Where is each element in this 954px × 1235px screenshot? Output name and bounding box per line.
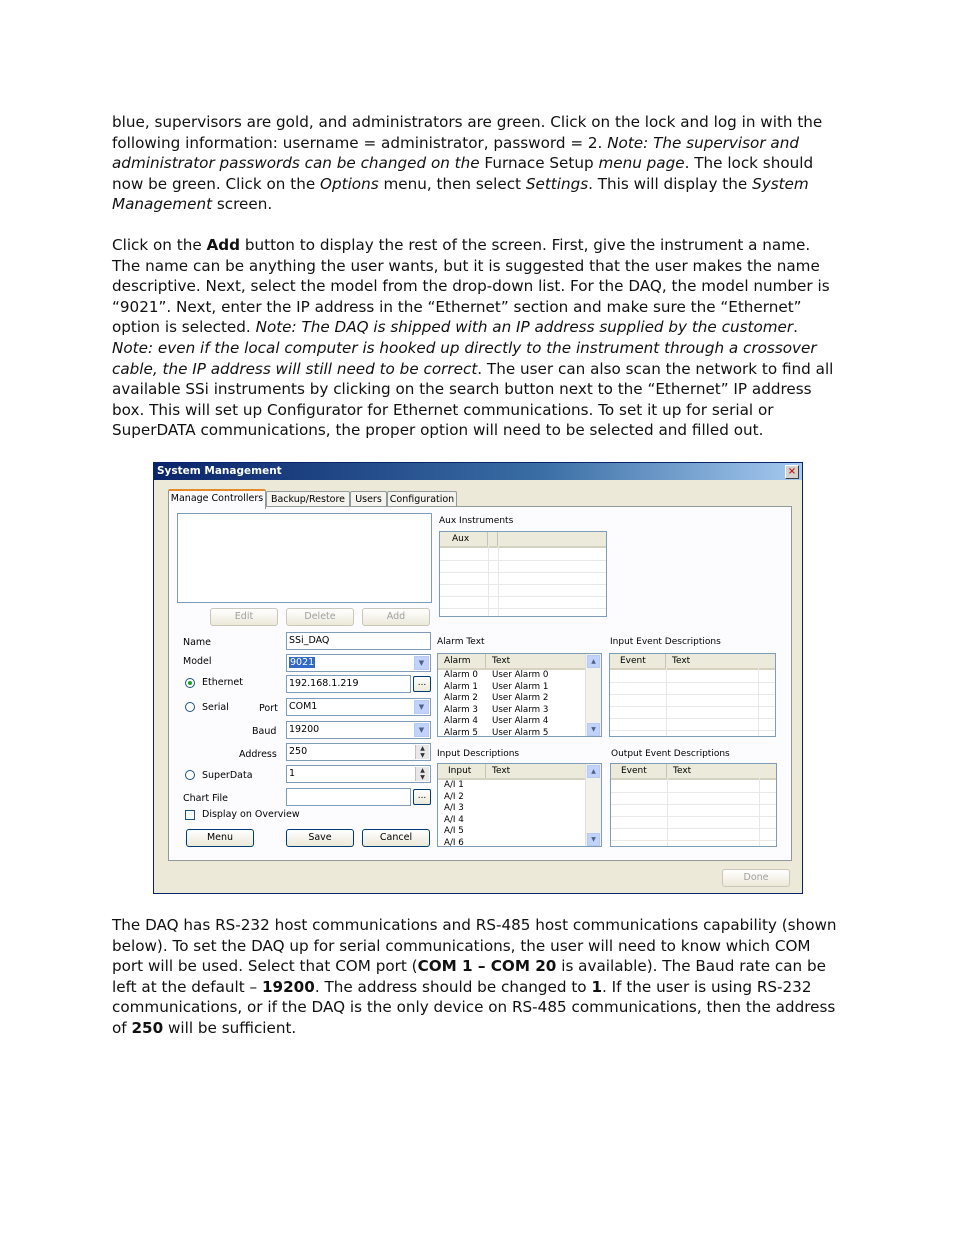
spinner-arrows-icon[interactable]: ▲ ▼ <box>415 767 429 781</box>
table-cell: A/I 1 <box>444 780 464 790</box>
tab-manage-controllers[interactable]: Manage Controllers <box>168 489 266 509</box>
save-button[interactable]: Save <box>286 829 354 847</box>
note-text: Note: even if the local computer is hooked up directly to the instrument through a crossover cable, the IP address will still need to be correct <box>112 338 817 378</box>
grid-header <box>610 654 776 670</box>
note-text: Note: The supervisor and administrator passwords can be changed on the <box>112 133 799 173</box>
column-header: Alarm <box>438 654 486 668</box>
superdata-value: 1 <box>289 768 296 779</box>
bold-text: 1 <box>591 977 603 996</box>
table-row[interactable] <box>438 670 586 682</box>
baud-value: 19200 <box>289 724 320 735</box>
scroll-down-icon[interactable]: ▼ <box>587 833 600 846</box>
model-value: 9021 <box>290 657 315 668</box>
bold-text: 19200 <box>261 977 315 996</box>
input-descriptions-label: Input Descriptions <box>437 749 520 759</box>
cancel-button[interactable]: Cancel <box>362 829 430 847</box>
text: . The user can also scan the network to find all available SSi instruments by clicking on the search button next to the “Ethernet” IP address box. This will set up Configurator for Ethernet communications. To set it up for serial or SuperDATA communications, the proper option will need to be selected and filled out. <box>112 359 834 440</box>
table-cell: User Alarm 4 <box>492 716 549 726</box>
paragraph-login-instructions <box>112 112 842 215</box>
table-row[interactable] <box>438 815 586 827</box>
table-cell: User Alarm 3 <box>492 704 549 715</box>
text: blue, supervisors are gold, and administrators are green. Click on the lock and log in with the following information: username = administrator, password = 2. <box>112 113 823 152</box>
bold-text: 250 <box>131 1018 164 1037</box>
alarm-text-grid[interactable] <box>437 653 602 737</box>
aux-instruments-grid[interactable] <box>439 531 607 617</box>
name-input[interactable]: SSi_DAQ <box>286 632 431 650</box>
table-row[interactable] <box>438 792 586 804</box>
manage-controllers-panel <box>168 506 792 861</box>
text: . This will display the <box>588 174 753 193</box>
chevron-down-icon[interactable]: ▼ <box>414 723 429 737</box>
output-event-descriptions-label: Output Event Descriptions <box>611 749 730 759</box>
text: . The lock should now be green. Click on the <box>112 154 814 193</box>
controller-list[interactable] <box>177 513 432 603</box>
scroll-down-icon[interactable]: ▼ <box>587 723 600 736</box>
paragraph-serial-communications <box>112 915 842 1039</box>
table-row[interactable] <box>438 838 586 848</box>
emphasis-text: System Management <box>112 174 809 214</box>
table-row[interactable] <box>438 826 586 838</box>
ip-address-input[interactable]: 192.168.1.219 <box>286 675 411 693</box>
tab-users[interactable]: Users <box>350 491 387 507</box>
aux-instruments-label: Aux Instruments <box>439 516 514 526</box>
address-value: 250 <box>289 746 308 757</box>
text: Click on the <box>112 236 207 254</box>
superdata-radio[interactable] <box>185 770 195 780</box>
ethernet-label: Ethernet <box>202 677 243 688</box>
table-row[interactable] <box>438 682 586 694</box>
column-header: Event <box>610 654 666 668</box>
table-cell: User Alarm 0 <box>492 670 549 680</box>
text: Furnace Setup <box>479 154 599 173</box>
column-header: Text <box>486 654 586 668</box>
paragraph-add-instrument <box>112 235 842 441</box>
column-header: Event <box>611 764 667 778</box>
table-cell: Alarm 0 <box>444 670 478 680</box>
browse-chart-file-button[interactable]: ... <box>413 789 431 805</box>
text: menu, then select <box>378 174 526 193</box>
address-label: Address <box>239 749 277 760</box>
serial-radio[interactable] <box>185 702 195 712</box>
delete-button[interactable]: Delete <box>286 608 354 626</box>
column-header: Aux <box>440 532 488 546</box>
baud-select[interactable] <box>286 721 431 739</box>
title-bar <box>154 463 802 480</box>
table-cell: User Alarm 2 <box>492 693 549 703</box>
address-stepper[interactable] <box>286 743 431 761</box>
display-overview-checkbox[interactable] <box>185 810 195 820</box>
table-row[interactable] <box>438 705 586 717</box>
system-management-window <box>153 462 803 894</box>
table-row[interactable] <box>438 803 586 815</box>
table-cell: A/I 3 <box>444 803 464 813</box>
text: . The address should be changed to <box>314 977 592 996</box>
table-cell: User Alarm 1 <box>492 681 549 692</box>
table-row[interactable] <box>438 780 586 792</box>
table-cell: A/I 5 <box>444 826 464 836</box>
table-cell: User Alarm 5 <box>492 727 549 737</box>
superdata-stepper[interactable] <box>286 765 431 783</box>
ethernet-radio[interactable] <box>185 678 195 688</box>
column-header: Text <box>667 764 777 778</box>
grid-header <box>438 654 586 670</box>
text: The DAQ has RS-232 host communications and RS-485 host communications capability (shown below). To set the DAQ up for serial communications, the user will need to know which COM port will be used. Select that COM port ( <box>112 916 837 976</box>
table-cell: A/I 4 <box>444 814 464 825</box>
window-title: System Management <box>157 465 282 477</box>
column-header <box>488 532 498 546</box>
chart-file-input[interactable] <box>286 788 411 806</box>
close-icon[interactable]: × <box>785 465 799 479</box>
grid-header <box>440 532 607 548</box>
input-descriptions-grid[interactable] <box>437 763 602 847</box>
search-network-button[interactable]: ... <box>413 676 431 692</box>
scroll-up-icon[interactable]: ▲ <box>587 765 600 778</box>
table-cell: Alarm 2 <box>444 693 478 703</box>
table-row[interactable] <box>438 728 586 738</box>
table-cell: Alarm 1 <box>444 681 478 692</box>
text: screen. <box>212 195 273 214</box>
port-label: Port <box>259 703 278 714</box>
column-header: Text <box>666 654 776 668</box>
alarm-scrollbar[interactable] <box>585 654 601 737</box>
input-event-descriptions-label: Input Event Descriptions <box>610 637 721 647</box>
text: is available). The Baud rate can be left at the default – <box>112 957 826 996</box>
table-row[interactable] <box>438 693 586 705</box>
emphasis-text: Settings <box>525 174 589 193</box>
text: . <box>793 318 798 337</box>
scroll-up-icon[interactable]: ▲ <box>587 655 600 668</box>
input-event-grid[interactable] <box>609 653 776 737</box>
emphasis-text: menu page <box>598 154 685 173</box>
edit-button[interactable]: Edit <box>210 608 278 626</box>
column-header: Input <box>438 764 486 778</box>
port-select[interactable] <box>286 698 431 716</box>
bold-text: COM 1 – COM 20 <box>417 957 557 976</box>
alarm-text-label: Alarm Text <box>437 637 485 647</box>
bold-text: Add <box>206 236 241 254</box>
text: will be sufficient. <box>163 1018 297 1037</box>
grid-header <box>611 764 777 780</box>
tab-backup-restore[interactable]: Backup/Restore <box>266 491 350 507</box>
table-cell: Alarm 3 <box>444 704 478 715</box>
chevron-down-icon[interactable]: ▼ <box>414 656 429 670</box>
spinner-arrows-icon[interactable]: ▲ ▼ <box>415 745 429 759</box>
chevron-down-icon[interactable]: ▼ <box>414 700 429 714</box>
done-button[interactable]: Done <box>722 869 790 887</box>
add-button[interactable]: Add <box>362 608 430 626</box>
table-cell: Alarm 4 <box>444 716 478 726</box>
table-cell: A/I 6 <box>444 837 464 847</box>
baud-label: Baud <box>252 726 277 737</box>
menu-button[interactable]: Menu <box>186 829 254 847</box>
note-text: Note: The DAQ is shipped with an IP address supplied by the customer <box>255 318 794 337</box>
port-value: COM1 <box>289 701 318 712</box>
serial-label: Serial <box>202 702 229 713</box>
model-label: Model <box>183 656 212 667</box>
column-header: Text <box>486 764 586 778</box>
emphasis-text: Options <box>320 174 379 193</box>
display-overview-label: Display on Overview <box>202 809 300 820</box>
text: . If the user is using RS-232 communications, or if the DAQ is the only device on RS-485 communications, then the address of <box>112 977 836 1037</box>
column-header <box>498 532 607 546</box>
name-label: Name <box>183 637 212 648</box>
table-row[interactable] <box>438 716 586 728</box>
output-event-grid[interactable] <box>610 763 777 847</box>
text: button to display the rest of the screen. First, give the instrument a name. The name can be anything the user wants, but it is suggested that the user makes the name descriptive. Next, select the model from the drop-down list. For the DAQ, the model number is “9021”. Next, enter the IP address in the “Ethernet” section and make sure the “Ethernet” option is selected. <box>112 236 830 337</box>
grid-header <box>438 764 586 780</box>
input-scrollbar[interactable] <box>585 764 601 847</box>
table-cell: A/I 2 <box>444 791 464 802</box>
chart-file-label: Chart File <box>183 793 229 804</box>
superdata-label: SuperData <box>202 770 253 781</box>
table-cell: Alarm 5 <box>444 727 478 737</box>
tab-configuration[interactable]: Configuration <box>387 491 457 507</box>
model-select[interactable] <box>286 654 431 672</box>
